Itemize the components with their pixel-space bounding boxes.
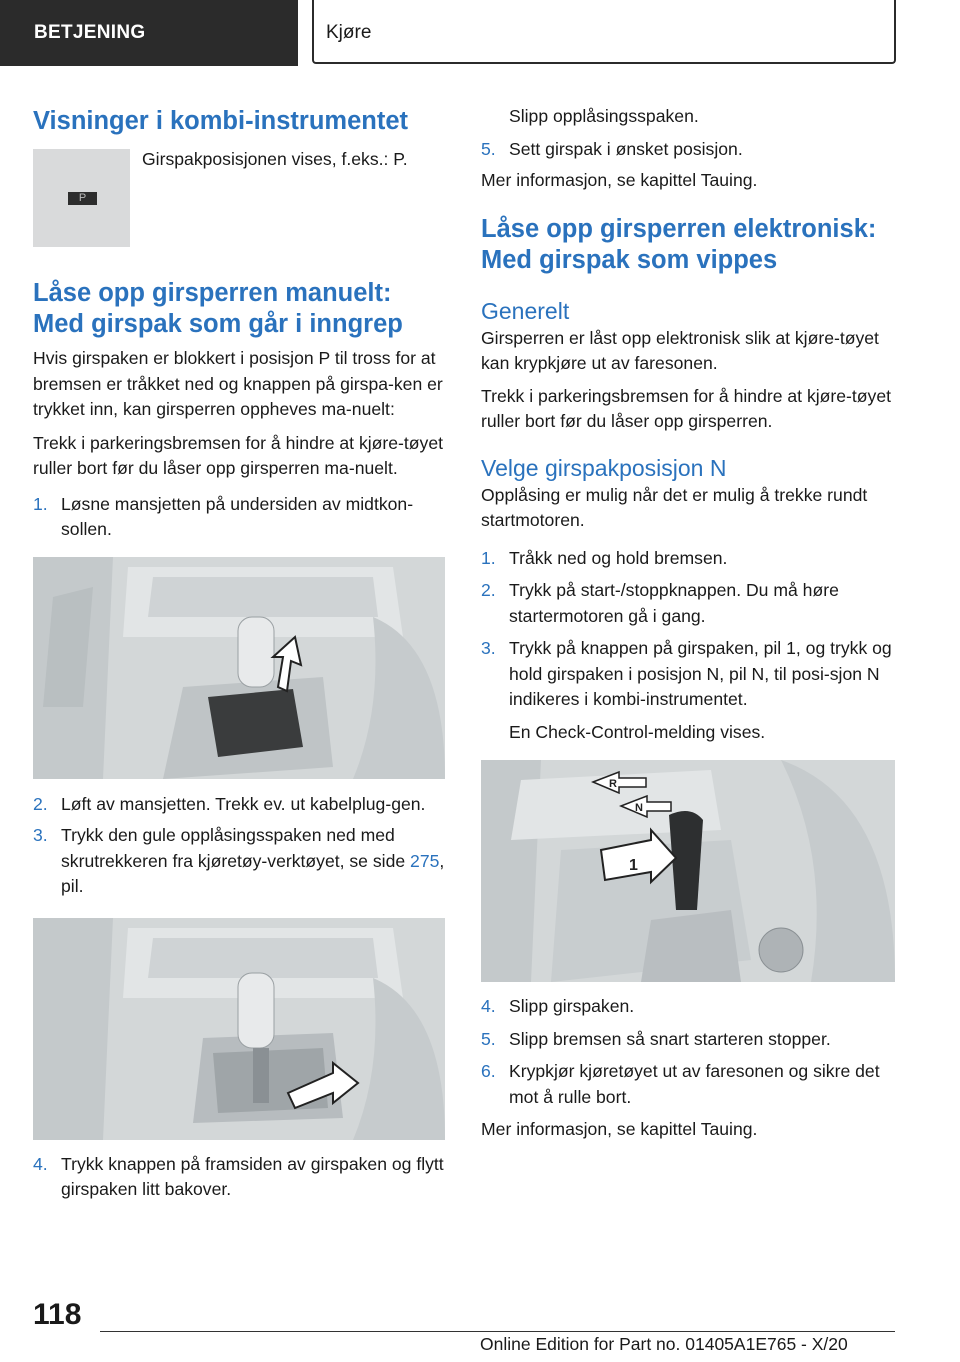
n-step-2 [481, 578, 895, 629]
instrument-display-image [33, 149, 130, 247]
step-text-end: , pil. [61, 850, 445, 896]
step-text: Slipp bremsen så snart starteren stopper. [509, 1028, 831, 1049]
step-continuation [481, 104, 895, 130]
page-header [0, 0, 960, 66]
right-column [481, 104, 895, 1143]
select-n-intro: Opplåsing er mulig når det er mulig å trekke rundt startmotoren. [481, 484, 868, 530]
arrow-label-n: N [635, 802, 643, 814]
page-number: 118 [33, 1298, 82, 1331]
arrow-label-1: 1 [629, 857, 638, 874]
step-number: 2. [481, 580, 496, 600]
n-step-4 [481, 994, 895, 1020]
step-number: 2. [33, 793, 48, 814]
manual-para-2: Trekk i parkeringsbremsen for å hindre at kjøre-tøyet ruller bort før du låser opp girsperren ma-nuelt. [33, 432, 444, 478]
step-text: Tråkk ned og hold bremsen. [509, 547, 728, 568]
gear-p-indicator: P [68, 192, 97, 205]
step-4 [33, 1152, 445, 1203]
step-number: 4. [33, 1153, 48, 1174]
heading-manual-unlock: Låse opp girsperren manuelt: Med girspak som går i inngrep [33, 279, 403, 338]
section-label: BETJENING [0, 0, 298, 66]
n-step-6 [481, 1059, 895, 1110]
more-info-2: Mer informasjon, se kapittel Tauing. [481, 1119, 758, 1139]
figure-unlock-lever [33, 918, 445, 1140]
step-text: Løsne mansjetten på undersiden av midtkon-sollen. [61, 493, 414, 539]
step-text: Sett girspak i ønsket posisjon. [509, 138, 743, 159]
step-1 [33, 492, 445, 543]
step-text: Slipp girspaken. [509, 996, 635, 1016]
n-step-3 [481, 636, 895, 745]
step-text: Trykk knappen på framsiden av girspaken og flytt girspaken litt bakover. [61, 1153, 444, 1199]
display-caption: Girspakposisjonen vises, f.eks.: P. [142, 149, 408, 169]
step-text: Trykk den gule opplåsingsspaken ned med skrutrekkeren fra kjøretøy-verktøyet, se side [61, 825, 411, 871]
n-step-1 [481, 546, 895, 572]
step-text: Trykk på start-/stoppknappen. Du må høre startermotoren gå i gang. [509, 580, 839, 626]
chapter-label: Kjøre [312, 0, 896, 64]
step-number: 3. [481, 638, 496, 658]
subheading-general: Generelt [481, 297, 570, 324]
display-row [33, 149, 445, 247]
arrow-label-r: R [609, 778, 617, 790]
heading-instrument-display: Visninger i kombi-instrumentet [33, 107, 409, 135]
edition-note: Online Edition for Part no. 01405A1E765 - X/20 [480, 1334, 848, 1354]
step-text: Løft av mansjetten. Trekk ev. ut kabelplug-gen. [61, 793, 426, 814]
step-text: Krypkjør kjøretøyet ut av faresonen og sikre det mot å rulle bort. [509, 1061, 880, 1107]
step-number: 5. [481, 138, 496, 159]
figure-boot-removal [33, 557, 445, 779]
step-5 [481, 137, 895, 163]
step-number: 4. [481, 996, 496, 1016]
step-number: 3. [33, 825, 48, 845]
step-3 [33, 823, 445, 900]
more-info-1: Mer informasjon, se kapittel Tauing. [481, 170, 758, 190]
subheading-select-n: Velge girspakposisjon N [481, 454, 727, 481]
n-step-5 [481, 1027, 895, 1053]
step-number: 5. [481, 1028, 496, 1049]
footer-divider [100, 1331, 895, 1332]
left-column [33, 100, 445, 1203]
step-text: Trykk på knappen på girspaken, pil 1, og trykk og hold girspaken i posisjon N, pil N, til posi-sjon N indikeres i kombi-instrumentet. [509, 638, 892, 709]
step-note: En Check-Control-melding vises. [509, 721, 766, 742]
general-para-1: Girsperren er låst opp elektronisk slik at kjøre-tøyet kan krypkjøre ut av faresonen. [481, 327, 879, 373]
step-2 [33, 792, 445, 818]
step-number: 1. [481, 547, 496, 568]
heading-electronic-unlock: Låse opp girsperren elektronisk: Med girspak som vippes [481, 214, 877, 274]
step-number: 1. [33, 493, 48, 514]
figure-selector-lever [481, 760, 895, 982]
manual-para-1: Hvis girspaken er blokkert i posisjon P til tross for at bremsen er tråkket ned og knappen på girspa-ken er trykket inn, kan girsperren oppheves ma-nuelt: [33, 348, 443, 419]
page-link[interactable]: 275 [410, 850, 440, 871]
step-text: Slipp opplåsingsspaken. [509, 106, 699, 126]
general-para-2: Trekk i parkeringsbremsen for å hindre at kjøre-tøyet ruller bort før du låser opp girsperren. [481, 385, 892, 431]
step-number: 6. [481, 1061, 496, 1081]
